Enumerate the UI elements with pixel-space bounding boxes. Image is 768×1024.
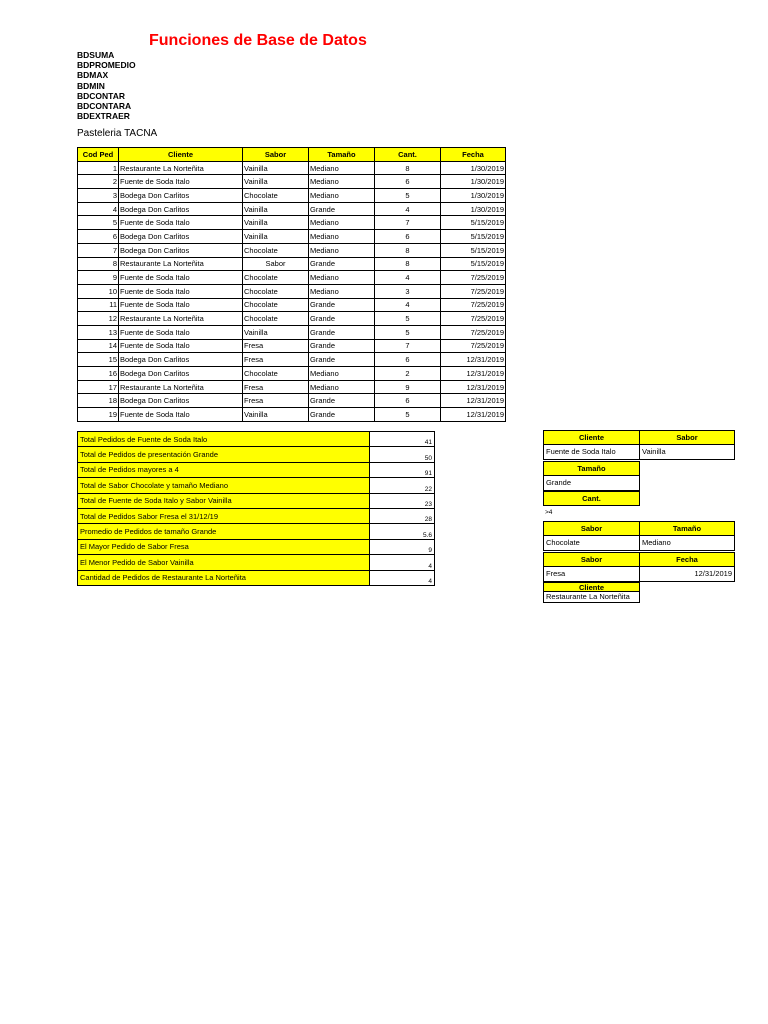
criteria-header[interactable]: Tamaño: [639, 521, 735, 536]
table-cell[interactable]: 15: [78, 353, 119, 367]
subtitle: Pasteleria TACNA: [77, 128, 158, 139]
criteria-value[interactable]: Fuente de Soda Italo: [543, 445, 640, 460]
table-cell[interactable]: 3: [375, 284, 441, 298]
summary-spacer[interactable]: [318, 555, 370, 570]
table-cell[interactable]: 9: [375, 380, 441, 394]
table-cell[interactable]: 1/30/2019: [441, 175, 506, 189]
table-cell[interactable]: 14: [78, 339, 119, 353]
table-cell[interactable]: 9: [78, 271, 119, 285]
table-cell[interactable]: 4: [78, 202, 119, 216]
table-cell[interactable]: Fuente de Soda Italo: [119, 175, 243, 189]
table-cell[interactable]: Chocolate: [243, 298, 309, 312]
summary-spacer[interactable]: [318, 447, 370, 462]
summary-value[interactable]: 9: [370, 539, 435, 554]
table-row: [78, 284, 506, 298]
summary-value[interactable]: 22: [370, 478, 435, 493]
summary-spacer[interactable]: [318, 508, 370, 523]
function-item: BDPROMEDIO: [77, 60, 136, 71]
table-cell[interactable]: Fresa: [243, 394, 309, 408]
table-row: [78, 298, 506, 312]
criteria-value[interactable]: Vainilla: [639, 445, 735, 460]
table-cell[interactable]: Fuente de Soda Italo: [119, 271, 243, 285]
criteria-header[interactable]: Cliente: [543, 430, 640, 445]
table-cell[interactable]: 5/15/2019: [441, 243, 506, 257]
table-cell[interactable]: Restaurante La Norteñita: [119, 312, 243, 326]
criteria-value[interactable]: Grande: [543, 476, 640, 491]
table-cell[interactable]: 3: [78, 189, 119, 203]
criteria-value[interactable]: Restaurante La Norteñita: [543, 592, 640, 603]
table-row: [78, 271, 506, 285]
criteria-header[interactable]: Tamaño: [543, 461, 640, 476]
summary-row: [78, 478, 435, 493]
table-cell[interactable]: 1: [78, 161, 119, 175]
table-cell[interactable]: Chocolate: [243, 312, 309, 326]
summary-value[interactable]: 41: [370, 432, 435, 447]
table-cell[interactable]: Vainilla: [243, 161, 309, 175]
table-cell[interactable]: Mediano: [309, 367, 375, 381]
table-cell[interactable]: Vainilla: [243, 175, 309, 189]
table-cell[interactable]: Bodega Don Carlitos: [119, 367, 243, 381]
table-cell[interactable]: 7/25/2019: [441, 284, 506, 298]
function-item: BDMAX: [77, 70, 109, 81]
criteria-header[interactable]: Sabor: [639, 430, 735, 445]
criteria-header[interactable]: Cant.: [543, 491, 640, 506]
function-item: BDCONTAR: [77, 90, 126, 101]
table-cell[interactable]: Grande: [309, 325, 375, 339]
summary-value[interactable]: 91: [370, 462, 435, 477]
table-row: [78, 408, 506, 422]
summary-value[interactable]: 50: [370, 447, 435, 462]
table-row: [78, 325, 506, 339]
table-cell[interactable]: Vainilla: [243, 216, 309, 230]
summary-row: [78, 539, 435, 554]
function-item: BDCONTARA: [77, 101, 132, 112]
table-cell[interactable]: 19: [78, 408, 119, 422]
table-cell[interactable]: 2: [78, 175, 119, 189]
page-title: Funciones de Base de Datos: [149, 32, 367, 49]
table-cell[interactable]: Grande: [309, 353, 375, 367]
table-cell[interactable]: Vainilla: [243, 202, 309, 216]
column-header[interactable]: Cant.: [375, 148, 441, 162]
table-cell[interactable]: 6: [375, 394, 441, 408]
function-item: BDEXTRAER: [77, 111, 130, 122]
summary-row: [78, 432, 435, 447]
table-cell[interactable]: 16: [78, 367, 119, 381]
table-cell[interactable]: Mediano: [309, 216, 375, 230]
table-cell[interactable]: Bodega Don Carlitos: [119, 202, 243, 216]
table-row: [78, 202, 506, 216]
column-header[interactable]: Fecha: [441, 148, 506, 162]
table-cell[interactable]: 4: [375, 271, 441, 285]
table-cell[interactable]: Chocolate: [243, 284, 309, 298]
summary-value[interactable]: 4: [370, 555, 435, 570]
table-cell[interactable]: Mediano: [309, 284, 375, 298]
table-cell[interactable]: Grande: [309, 339, 375, 353]
criteria-header[interactable]: Sabor: [543, 521, 640, 536]
table-cell[interactable]: 5/15/2019: [441, 230, 506, 244]
table-cell[interactable]: Mediano: [309, 380, 375, 394]
summary-spacer[interactable]: [318, 570, 370, 585]
table-cell[interactable]: Sabor: [243, 257, 309, 271]
table-cell[interactable]: Grande: [309, 408, 375, 422]
table-cell[interactable]: 8: [375, 243, 441, 257]
table-row: [78, 189, 506, 203]
table-cell[interactable]: 8: [375, 161, 441, 175]
table-cell[interactable]: Vainilla: [243, 230, 309, 244]
table-cell[interactable]: 5: [78, 216, 119, 230]
table-row: [78, 175, 506, 189]
table-cell[interactable]: 12/31/2019: [441, 367, 506, 381]
table-cell[interactable]: Restaurante La Norteñita: [119, 161, 243, 175]
summary-value[interactable]: 23: [370, 493, 435, 508]
summary-spacer[interactable]: [318, 432, 370, 447]
table-cell[interactable]: 6: [375, 175, 441, 189]
table-cell[interactable]: Mediano: [309, 189, 375, 203]
table-cell[interactable]: Chocolate: [243, 189, 309, 203]
function-list: [77, 50, 136, 121]
table-cell[interactable]: 6: [375, 230, 441, 244]
table-cell[interactable]: 11: [78, 298, 119, 312]
summary-label[interactable]: Total de Sabor Chocolate y tamaño Mediano: [78, 478, 318, 493]
summary-label[interactable]: Total Pedidos de Fuente de Soda Italo: [78, 432, 318, 447]
table-cell[interactable]: 12: [78, 312, 119, 326]
table-cell[interactable]: Fresa: [243, 353, 309, 367]
table-row: [78, 243, 506, 257]
function-item: BDMIN: [77, 80, 105, 91]
table-cell[interactable]: 7/25/2019: [441, 271, 506, 285]
summary-label[interactable]: El Menor Pedido de Sabor Vainilla: [78, 555, 318, 570]
table-cell[interactable]: 5: [375, 189, 441, 203]
table-cell[interactable]: Restaurante La Norteñita: [119, 257, 243, 271]
table-cell[interactable]: Bodega Don Carlitos: [119, 189, 243, 203]
summary-label[interactable]: Total de Pedidos de presentación Grande: [78, 447, 318, 462]
table-row: [78, 257, 506, 271]
table-cell[interactable]: Chocolate: [243, 243, 309, 257]
table-cell[interactable]: 12/31/2019: [441, 353, 506, 367]
table-cell[interactable]: Chocolate: [243, 271, 309, 285]
table-cell[interactable]: 7: [375, 216, 441, 230]
summary-value[interactable]: 28: [370, 508, 435, 523]
table-row: [78, 353, 506, 367]
table-row: [78, 230, 506, 244]
table-row: [78, 367, 506, 381]
table-cell[interactable]: 5/15/2019: [441, 257, 506, 271]
table-cell[interactable]: 7/25/2019: [441, 325, 506, 339]
summary-spacer[interactable]: [318, 524, 370, 539]
criteria-value[interactable]: 12/31/2019: [639, 567, 735, 582]
table-cell[interactable]: Bodega Don Carlitos: [119, 353, 243, 367]
table-row: [78, 394, 506, 408]
table-cell[interactable]: 1/30/2019: [441, 161, 506, 175]
table-row: [78, 339, 506, 353]
table-cell[interactable]: Chocolate: [243, 367, 309, 381]
summary-spacer[interactable]: [318, 539, 370, 554]
table-cell[interactable]: Fuente de Soda Italo: [119, 408, 243, 422]
summary-label[interactable]: El Mayor Pedido de Sabor Fresa: [78, 539, 318, 554]
table-cell[interactable]: Bodega Don Carlitos: [119, 394, 243, 408]
table-cell[interactable]: Mediano: [309, 243, 375, 257]
criteria-header[interactable]: Sabor: [543, 552, 640, 567]
table-cell[interactable]: Vainilla: [243, 325, 309, 339]
table-cell[interactable]: 18: [78, 394, 119, 408]
table-cell[interactable]: Grande: [309, 312, 375, 326]
summary-row: [78, 508, 435, 523]
criteria-value[interactable]: Fresa: [543, 567, 640, 582]
summary-spacer[interactable]: [318, 478, 370, 493]
criteria-header[interactable]: Cliente: [543, 582, 640, 592]
summary-label[interactable]: Total de Pedidos Sabor Fresa el 31/12/19: [78, 508, 318, 523]
summary-label[interactable]: Promedio de Pedidos de tamaño Grande: [78, 524, 318, 539]
table-cell[interactable]: 2: [375, 367, 441, 381]
table-cell[interactable]: 10: [78, 284, 119, 298]
orders-table: [77, 147, 506, 422]
summary-value[interactable]: 5.6: [370, 524, 435, 539]
table-cell[interactable]: Grande: [309, 257, 375, 271]
table-cell[interactable]: Fuente de Soda Italo: [119, 325, 243, 339]
summary-row: [78, 447, 435, 462]
column-header[interactable]: Sabor: [243, 148, 309, 162]
table-cell[interactable]: 7/25/2019: [441, 298, 506, 312]
table-row: [78, 216, 506, 230]
table-cell[interactable]: Bodega Don Carlitos: [119, 243, 243, 257]
table-cell[interactable]: 7/25/2019: [441, 339, 506, 353]
table-cell[interactable]: 1/30/2019: [441, 202, 506, 216]
criteria-value[interactable]: Mediano: [639, 536, 735, 551]
summary-row: [78, 524, 435, 539]
column-header[interactable]: Tamaño: [309, 148, 375, 162]
criteria-header[interactable]: Fecha: [639, 552, 735, 567]
table-cell[interactable]: 5: [375, 408, 441, 422]
table-cell[interactable]: Grande: [309, 394, 375, 408]
summary-value[interactable]: 4: [370, 570, 435, 585]
summary-row: [78, 555, 435, 570]
table-cell[interactable]: 4: [375, 298, 441, 312]
table-cell[interactable]: Fresa: [243, 339, 309, 353]
table-header-row: [78, 148, 506, 162]
table-cell[interactable]: Mediano: [309, 271, 375, 285]
summary-table: [77, 431, 435, 586]
table-cell[interactable]: Fuente de Soda Italo: [119, 216, 243, 230]
table-cell[interactable]: 12/31/2019: [441, 394, 506, 408]
table-cell[interactable]: Bodega Don Carlitos: [119, 230, 243, 244]
table-row: [78, 312, 506, 326]
table-cell[interactable]: 13: [78, 325, 119, 339]
summary-label[interactable]: Total de Fuente de Soda Italo y Sabor Vainilla: [78, 493, 318, 508]
table-cell[interactable]: 1/30/2019: [441, 189, 506, 203]
summary-row: [78, 462, 435, 477]
table-cell[interactable]: 6: [375, 353, 441, 367]
table-cell[interactable]: Fuente de Soda Italo: [119, 298, 243, 312]
table-cell[interactable]: 6: [78, 230, 119, 244]
function-item: BDSUMA: [77, 50, 115, 60]
column-header[interactable]: Cod Ped: [78, 148, 119, 162]
table-cell[interactable]: Fresa: [243, 380, 309, 394]
summary-label[interactable]: Cantidad de Pedidos de Restaurante La Norteñita: [78, 570, 318, 585]
table-cell[interactable]: Mediano: [309, 161, 375, 175]
summary-row: [78, 570, 435, 585]
summary-row: [78, 493, 435, 508]
table-cell[interactable]: Mediano: [309, 175, 375, 189]
table-cell[interactable]: 7: [78, 243, 119, 257]
summary-spacer[interactable]: [318, 462, 370, 477]
table-cell[interactable]: 5: [375, 312, 441, 326]
table-cell[interactable]: 17: [78, 380, 119, 394]
summary-spacer[interactable]: [318, 493, 370, 508]
table-cell[interactable]: 8: [375, 257, 441, 271]
criteria-value[interactable]: Chocolate: [543, 536, 640, 551]
table-cell[interactable]: 7: [375, 339, 441, 353]
table-cell[interactable]: 12/31/2019: [441, 408, 506, 422]
criteria-value[interactable]: >4: [545, 509, 553, 516]
table-cell[interactable]: 7/25/2019: [441, 312, 506, 326]
summary-label[interactable]: Total de Pedidos mayores a 4: [78, 462, 318, 477]
table-cell[interactable]: 4: [375, 202, 441, 216]
table-cell[interactable]: Vainilla: [243, 408, 309, 422]
table-cell[interactable]: Mediano: [309, 230, 375, 244]
table-row: [78, 380, 506, 394]
table-cell[interactable]: 8: [78, 257, 119, 271]
table-cell[interactable]: 12/31/2019: [441, 380, 506, 394]
table-cell[interactable]: 5/15/2019: [441, 216, 506, 230]
table-cell[interactable]: Fuente de Soda Italo: [119, 339, 243, 353]
table-cell[interactable]: 5: [375, 325, 441, 339]
table-cell[interactable]: Restaurante La Norteñita: [119, 380, 243, 394]
column-header[interactable]: Cliente: [119, 148, 243, 162]
table-cell[interactable]: Grande: [309, 202, 375, 216]
table-cell[interactable]: Fuente de Soda Italo: [119, 284, 243, 298]
table-cell[interactable]: Grande: [309, 298, 375, 312]
table-row: [78, 161, 506, 175]
